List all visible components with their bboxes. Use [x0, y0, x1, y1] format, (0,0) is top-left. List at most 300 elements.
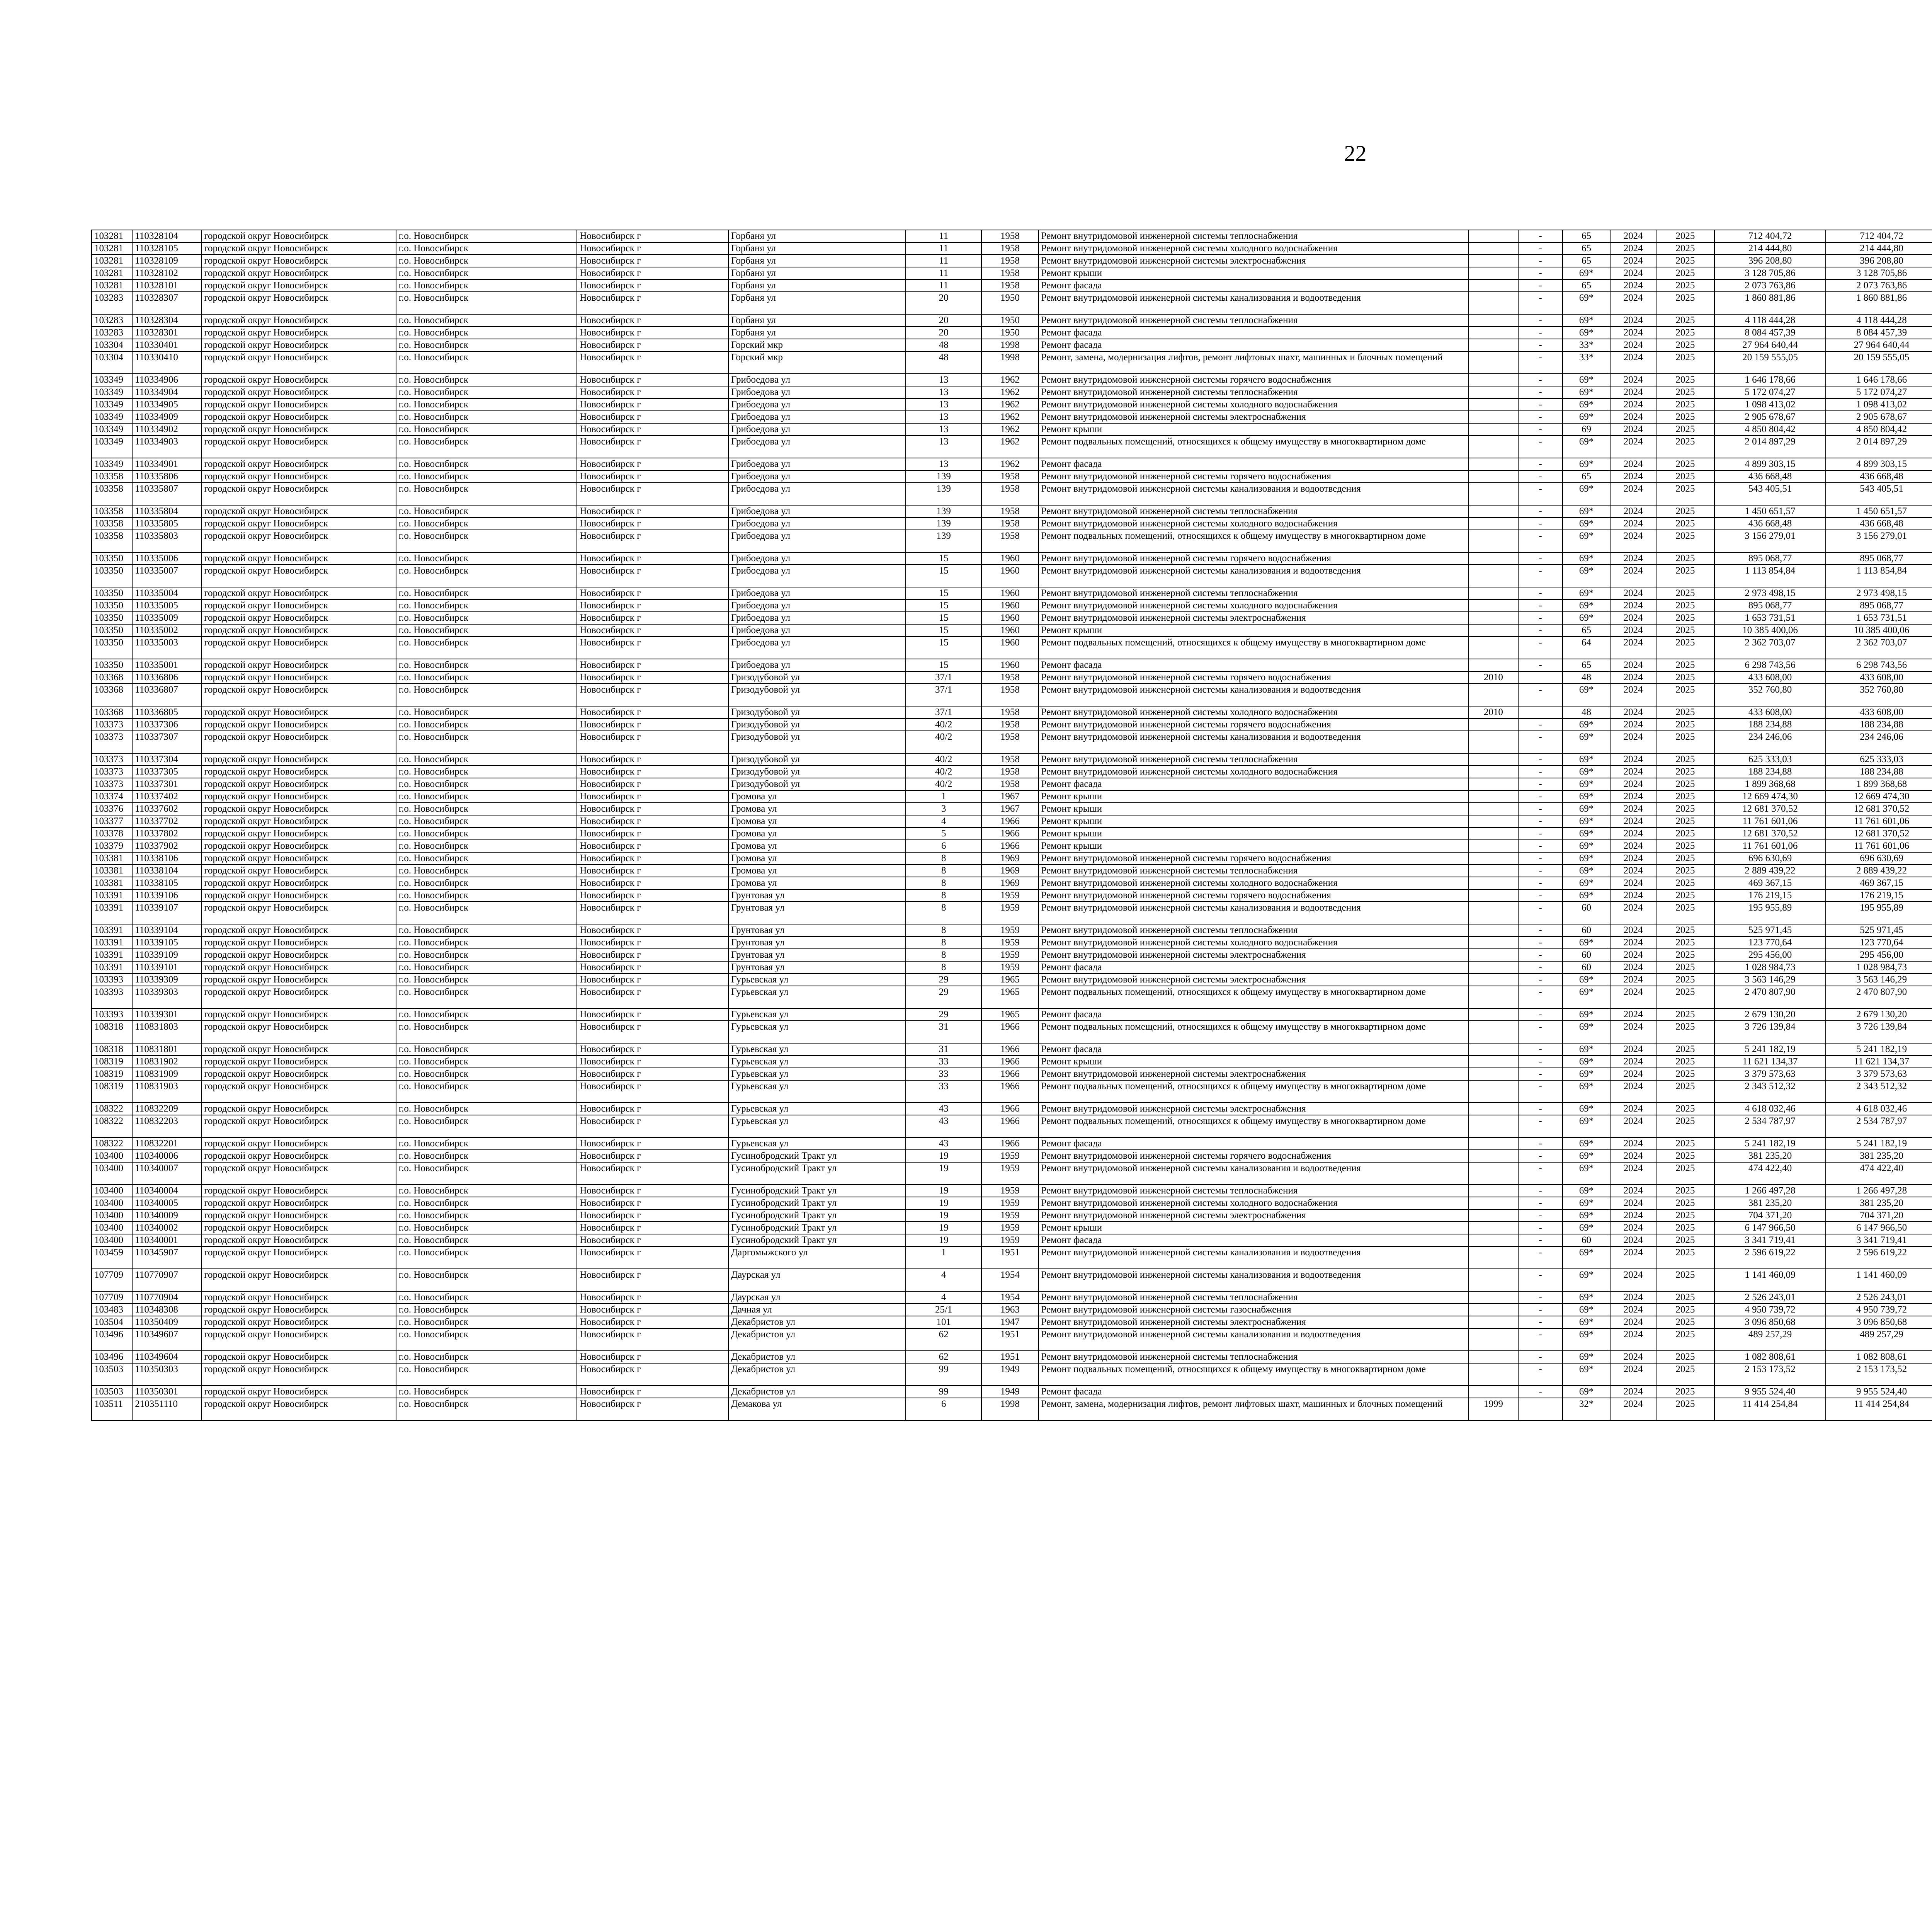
table-row — [92, 458, 1932, 470]
cell-previous-repair-year — [1469, 470, 1518, 483]
cell-city: Новосибирск г — [577, 877, 728, 889]
cell-okrug: городской округ Новосибирск — [201, 778, 396, 790]
cell-house-number: 13 — [906, 398, 981, 411]
cell-build-year: 1965 — [981, 974, 1038, 986]
cell-city: Новосибирск г — [577, 1304, 728, 1316]
cell-work-type: Ремонт внутридомовой инженерной системы теплоснабжения — [1039, 865, 1469, 877]
cell-street: Гризодубовой ул — [728, 684, 906, 706]
cell-start-year: 2024 — [1610, 924, 1656, 936]
cell-work-type: Ремонт подвальных помещений, относящихся к общему имуществу в многоквартирном доме — [1039, 986, 1469, 1008]
cell-work-type: Ремонт внутридомовой инженерной системы электроснабжения — [1039, 1068, 1469, 1080]
cell-total-cost: 11 761 601,06 — [1714, 840, 1826, 852]
cell-work-type: Ремонт крыши — [1039, 803, 1469, 815]
cell-house-id: 103503 — [92, 1386, 132, 1398]
cell-end-year: 2025 — [1656, 753, 1714, 766]
cell-mark: - — [1518, 1291, 1563, 1304]
cell-total-cost: 1 860 881,86 — [1714, 292, 1826, 314]
cell-start-year: 2024 — [1610, 386, 1656, 398]
cell-start-year: 2024 — [1610, 1103, 1656, 1115]
cell-total-cost: 2 343 512,32 — [1714, 1080, 1826, 1103]
cell-start-year: 2024 — [1610, 1056, 1656, 1068]
cell-municipality: г.о. Новосибирск — [396, 1103, 577, 1115]
cell-start-year: 2024 — [1610, 518, 1656, 530]
cell-build-year: 1962 — [981, 436, 1038, 458]
cell-city: Новосибирск г — [577, 1056, 728, 1068]
cell-house-id: 103391 — [92, 902, 132, 924]
cell-fund-cost: 12 681 370,52 — [1826, 827, 1932, 840]
cell-work-code: 110340001 — [132, 1234, 201, 1246]
cell-house-number: 33 — [906, 1080, 981, 1103]
cell-total-cost: 1 266 497,28 — [1714, 1185, 1826, 1197]
cell-work-code: 110337307 — [132, 731, 201, 753]
cell-build-year: 1958 — [981, 470, 1038, 483]
cell-okrug: городской округ Новосибирск — [201, 386, 396, 398]
cell-city: Новосибирск г — [577, 974, 728, 986]
cell-previous-repair-year — [1469, 1209, 1518, 1222]
cell-street: Горбаня ул — [728, 292, 906, 314]
cell-okrug: городской округ Новосибирск — [201, 815, 396, 827]
cell-start-year: 2024 — [1610, 986, 1656, 1008]
cell-build-year: 1962 — [981, 423, 1038, 436]
cell-work-code: 110350303 — [132, 1363, 201, 1386]
cell-municipality: г.о. Новосибирск — [396, 902, 577, 924]
cell-mark: - — [1518, 458, 1563, 470]
cell-house-id: 103368 — [92, 706, 132, 718]
cell-house-number: 11 — [906, 255, 981, 267]
cell-start-year: 2024 — [1610, 1021, 1656, 1043]
cell-house-number: 19 — [906, 1209, 981, 1222]
table-row — [92, 314, 1932, 327]
cell-okrug: городской округ Новосибирск — [201, 1162, 396, 1185]
table-row — [92, 1291, 1932, 1304]
cell-house-number: 4 — [906, 1291, 981, 1304]
cell-end-year: 2025 — [1656, 766, 1714, 778]
cell-total-cost: 1 450 651,57 — [1714, 505, 1826, 518]
cell-wear-percent: 69* — [1563, 1209, 1610, 1222]
cell-municipality: г.о. Новосибирск — [396, 1291, 577, 1304]
cell-previous-repair-year: 1999 — [1469, 1398, 1518, 1420]
cell-end-year: 2025 — [1656, 924, 1714, 936]
cell-city: Новосибирск г — [577, 718, 728, 731]
cell-work-code: 110335003 — [132, 637, 201, 659]
cell-previous-repair-year: 2010 — [1469, 671, 1518, 684]
cell-city: Новосибирск г — [577, 684, 728, 706]
cell-start-year: 2024 — [1610, 974, 1656, 986]
cell-total-cost: 123 770,64 — [1714, 936, 1826, 949]
cell-total-cost: 433 608,00 — [1714, 706, 1826, 718]
table-row — [92, 1162, 1932, 1185]
cell-municipality: г.о. Новосибирск — [396, 1222, 577, 1234]
cell-previous-repair-year — [1469, 1328, 1518, 1351]
cell-mark: - — [1518, 778, 1563, 790]
cell-street: Даргомыжского ул — [728, 1246, 906, 1269]
cell-street: Грибоедова ул — [728, 612, 906, 624]
cell-wear-percent: 69* — [1563, 292, 1610, 314]
cell-wear-percent: 69* — [1563, 731, 1610, 753]
table-row — [92, 986, 1932, 1008]
cell-end-year: 2025 — [1656, 230, 1714, 242]
cell-city: Новосибирск г — [577, 671, 728, 684]
cell-start-year: 2024 — [1610, 423, 1656, 436]
cell-start-year: 2024 — [1610, 436, 1656, 458]
cell-city: Новосибирск г — [577, 587, 728, 599]
cell-municipality: г.о. Новосибирск — [396, 314, 577, 327]
page-number: 22 — [1344, 141, 1367, 166]
cell-municipality: г.о. Новосибирск — [396, 1137, 577, 1150]
cell-total-cost: 1 646 178,66 — [1714, 374, 1826, 386]
cell-fund-cost: 895 068,77 — [1826, 599, 1932, 612]
cell-work-type: Ремонт внутридомовой инженерной системы горячего водоснабжения — [1039, 671, 1469, 684]
cell-wear-percent: 69* — [1563, 840, 1610, 852]
table-row — [92, 924, 1932, 936]
cell-work-type: Ремонт внутридомовой инженерной системы горячего водоснабжения — [1039, 470, 1469, 483]
cell-wear-percent: 69* — [1563, 327, 1610, 339]
cell-okrug: городской округ Новосибирск — [201, 1185, 396, 1197]
cell-end-year: 2025 — [1656, 242, 1714, 255]
cell-mark: - — [1518, 1103, 1563, 1115]
cell-city: Новосибирск г — [577, 505, 728, 518]
cell-okrug: городской округ Новосибирск — [201, 279, 396, 292]
cell-mark: - — [1518, 731, 1563, 753]
table-row — [92, 1246, 1932, 1269]
cell-wear-percent: 60 — [1563, 924, 1610, 936]
cell-municipality: г.о. Новосибирск — [396, 1080, 577, 1103]
cell-start-year: 2024 — [1610, 1115, 1656, 1137]
cell-wear-percent: 69* — [1563, 267, 1610, 279]
cell-street: Демакова ул — [728, 1398, 906, 1420]
cell-wear-percent: 69* — [1563, 518, 1610, 530]
cell-build-year: 1959 — [981, 1162, 1038, 1185]
cell-wear-percent: 69* — [1563, 483, 1610, 505]
cell-wear-percent: 65 — [1563, 242, 1610, 255]
cell-work-code: 110335005 — [132, 599, 201, 612]
cell-previous-repair-year — [1469, 902, 1518, 924]
cell-mark: - — [1518, 1162, 1563, 1185]
cell-build-year: 1966 — [981, 1137, 1038, 1150]
cell-municipality: г.о. Новосибирск — [396, 411, 577, 423]
cell-street: Горбаня ул — [728, 314, 906, 327]
cell-previous-repair-year — [1469, 1246, 1518, 1269]
cell-fund-cost: 176 219,15 — [1826, 889, 1932, 902]
cell-start-year: 2024 — [1610, 483, 1656, 505]
cell-previous-repair-year — [1469, 1234, 1518, 1246]
table-row — [92, 1363, 1932, 1386]
table-row — [92, 840, 1932, 852]
cell-start-year: 2024 — [1610, 1246, 1656, 1269]
cell-wear-percent: 69* — [1563, 766, 1610, 778]
cell-work-type: Ремонт внутридомовой инженерной системы канализования и водоотведения — [1039, 565, 1469, 587]
cell-city: Новосибирск г — [577, 1115, 728, 1137]
cell-mark: - — [1518, 292, 1563, 314]
cell-start-year: 2024 — [1610, 766, 1656, 778]
cell-total-cost: 525 971,45 — [1714, 924, 1826, 936]
cell-house-number: 139 — [906, 530, 981, 552]
cell-wear-percent: 33* — [1563, 339, 1610, 351]
cell-wear-percent: 60 — [1563, 1234, 1610, 1246]
cell-street: Грибоедова ул — [728, 552, 906, 565]
table-row — [92, 612, 1932, 624]
cell-city: Новосибирск г — [577, 889, 728, 902]
cell-wear-percent: 69* — [1563, 386, 1610, 398]
cell-previous-repair-year — [1469, 1222, 1518, 1234]
cell-start-year: 2024 — [1610, 637, 1656, 659]
cell-municipality: г.о. Новосибирск — [396, 599, 577, 612]
cell-total-cost: 352 760,80 — [1714, 684, 1826, 706]
cell-wear-percent: 69* — [1563, 986, 1610, 1008]
cell-house-number: 33 — [906, 1068, 981, 1080]
cell-house-id: 108322 — [92, 1103, 132, 1115]
cell-fund-cost: 3 726 139,84 — [1826, 1021, 1932, 1043]
cell-okrug: городской округ Новосибирск — [201, 637, 396, 659]
cell-build-year: 1969 — [981, 852, 1038, 865]
cell-okrug: городской округ Новосибирск — [201, 505, 396, 518]
cell-wear-percent: 65 — [1563, 279, 1610, 292]
cell-okrug: городской округ Новосибирск — [201, 753, 396, 766]
cell-city: Новосибирск г — [577, 637, 728, 659]
cell-start-year: 2024 — [1610, 327, 1656, 339]
cell-previous-repair-year — [1469, 840, 1518, 852]
cell-work-type: Ремонт внутридомовой инженерной системы канализования и водоотведения — [1039, 1328, 1469, 1351]
cell-wear-percent: 69* — [1563, 718, 1610, 731]
cell-previous-repair-year — [1469, 827, 1518, 840]
cell-total-cost: 2 889 439,22 — [1714, 865, 1826, 877]
cell-previous-repair-year — [1469, 386, 1518, 398]
cell-work-type: Ремонт внутридомовой инженерной системы теплоснабжения — [1039, 230, 1469, 242]
cell-work-type: Ремонт внутридомовой инженерной системы канализования и водоотведения — [1039, 684, 1469, 706]
cell-house-number: 48 — [906, 339, 981, 351]
cell-street: Даурская ул — [728, 1269, 906, 1291]
cell-start-year: 2024 — [1610, 458, 1656, 470]
table-row — [92, 1115, 1932, 1137]
cell-house-id: 108319 — [92, 1068, 132, 1080]
cell-build-year: 1998 — [981, 1398, 1038, 1420]
cell-build-year: 1950 — [981, 292, 1038, 314]
cell-mark: - — [1518, 1386, 1563, 1398]
cell-end-year: 2025 — [1656, 565, 1714, 587]
cell-house-number: 19 — [906, 1222, 981, 1234]
cell-street: Гурьевская ул — [728, 1103, 906, 1115]
cell-work-type: Ремонт внутридомовой инженерной системы канализования и водоотведения — [1039, 1246, 1469, 1269]
cell-build-year: 1958 — [981, 505, 1038, 518]
cell-mark: - — [1518, 230, 1563, 242]
cell-work-code: 110334909 — [132, 411, 201, 423]
cell-okrug: городской округ Новосибирск — [201, 1197, 396, 1209]
cell-municipality: г.о. Новосибирск — [396, 865, 577, 877]
cell-house-id: 103393 — [92, 974, 132, 986]
cell-house-id: 103350 — [92, 624, 132, 637]
cell-city: Новосибирск г — [577, 314, 728, 327]
cell-mark: - — [1518, 314, 1563, 327]
cell-build-year: 1947 — [981, 1316, 1038, 1328]
cell-municipality: г.о. Новосибирск — [396, 242, 577, 255]
cell-municipality: г.о. Новосибирск — [396, 684, 577, 706]
cell-build-year: 1962 — [981, 398, 1038, 411]
cell-work-code: 110334904 — [132, 386, 201, 398]
table-row — [92, 1137, 1932, 1150]
cell-fund-cost: 2 470 807,90 — [1826, 986, 1932, 1008]
cell-house-id: 103400 — [92, 1185, 132, 1197]
cell-work-type: Ремонт крыши — [1039, 267, 1469, 279]
cell-build-year: 1958 — [981, 242, 1038, 255]
cell-mark: - — [1518, 827, 1563, 840]
cell-house-id: 103281 — [92, 279, 132, 292]
cell-mark: - — [1518, 398, 1563, 411]
cell-work-type: Ремонт подвальных помещений, относящихся к общему имуществу в многоквартирном доме — [1039, 1080, 1469, 1103]
cell-fund-cost: 433 608,00 — [1826, 706, 1932, 718]
cell-okrug: городской округ Новосибирск — [201, 1222, 396, 1234]
cell-fund-cost: 489 257,29 — [1826, 1328, 1932, 1351]
cell-fund-cost: 381 235,20 — [1826, 1150, 1932, 1162]
cell-municipality: г.о. Новосибирск — [396, 1021, 577, 1043]
cell-end-year: 2025 — [1656, 1209, 1714, 1222]
cell-total-cost: 2 905 678,67 — [1714, 411, 1826, 423]
cell-city: Новосибирск г — [577, 1398, 728, 1420]
cell-previous-repair-year — [1469, 530, 1518, 552]
cell-house-id: 103459 — [92, 1246, 132, 1269]
table-row — [92, 599, 1932, 612]
cell-end-year: 2025 — [1656, 1103, 1714, 1115]
table-row — [92, 731, 1932, 753]
cell-work-type: Ремонт крыши — [1039, 840, 1469, 852]
cell-work-code: 110335001 — [132, 659, 201, 671]
cell-fund-cost: 234 246,06 — [1826, 731, 1932, 753]
cell-end-year: 2025 — [1656, 1137, 1714, 1150]
cell-city: Новосибирск г — [577, 599, 728, 612]
cell-mark: - — [1518, 1209, 1563, 1222]
cell-okrug: городской округ Новосибирск — [201, 1021, 396, 1043]
cell-house-id: 107709 — [92, 1291, 132, 1304]
cell-wear-percent: 60 — [1563, 961, 1610, 974]
cell-wear-percent: 69* — [1563, 398, 1610, 411]
cell-okrug: городской округ Новосибирск — [201, 1328, 396, 1351]
cell-end-year: 2025 — [1656, 827, 1714, 840]
cell-street: Грунтовая ул — [728, 902, 906, 924]
table-row — [92, 1234, 1932, 1246]
table-row — [92, 374, 1932, 386]
cell-street: Гризодубовой ул — [728, 731, 906, 753]
cell-mark: - — [1518, 986, 1563, 1008]
cell-work-type: Ремонт, замена, модернизация лифтов, ремонт лифтовых шахт, машинных и блочных помещений — [1039, 1398, 1469, 1420]
cell-street: Горбаня ул — [728, 279, 906, 292]
cell-okrug: городской округ Новосибирск — [201, 458, 396, 470]
cell-wear-percent: 69* — [1563, 1269, 1610, 1291]
cell-start-year: 2024 — [1610, 255, 1656, 267]
cell-build-year: 1949 — [981, 1386, 1038, 1398]
table-row — [92, 1185, 1932, 1197]
cell-total-cost: 1 113 854,84 — [1714, 565, 1826, 587]
cell-previous-repair-year — [1469, 659, 1518, 671]
table-row — [92, 470, 1932, 483]
cell-start-year: 2024 — [1610, 902, 1656, 924]
cell-house-number: 11 — [906, 267, 981, 279]
cell-city: Новосибирск г — [577, 1197, 728, 1209]
table-row — [92, 1056, 1932, 1068]
cell-okrug: городской округ Новосибирск — [201, 1150, 396, 1162]
cell-house-number: 139 — [906, 483, 981, 505]
cell-previous-repair-year — [1469, 398, 1518, 411]
cell-previous-repair-year — [1469, 339, 1518, 351]
cell-end-year: 2025 — [1656, 292, 1714, 314]
capital-repair-works-table — [91, 230, 1932, 1421]
cell-fund-cost: 5 172 074,27 — [1826, 386, 1932, 398]
cell-house-number: 40/2 — [906, 766, 981, 778]
cell-total-cost: 543 405,51 — [1714, 483, 1826, 505]
cell-municipality: г.о. Новосибирск — [396, 255, 577, 267]
cell-end-year: 2025 — [1656, 458, 1714, 470]
cell-total-cost: 2 596 619,22 — [1714, 1246, 1826, 1269]
cell-fund-cost: 8 084 457,39 — [1826, 327, 1932, 339]
cell-start-year: 2024 — [1610, 840, 1656, 852]
cell-work-code: 110335804 — [132, 505, 201, 518]
cell-work-type: Ремонт внутридомовой инженерной системы теплоснабжения — [1039, 753, 1469, 766]
cell-municipality: г.о. Новосибирск — [396, 790, 577, 803]
cell-okrug: городской округ Новосибирск — [201, 1351, 396, 1363]
cell-previous-repair-year — [1469, 1291, 1518, 1304]
cell-wear-percent: 69* — [1563, 458, 1610, 470]
cell-wear-percent: 69* — [1563, 1080, 1610, 1103]
cell-work-type: Ремонт крыши — [1039, 624, 1469, 637]
cell-total-cost: 11 621 134,37 — [1714, 1056, 1826, 1068]
cell-house-id: 103381 — [92, 865, 132, 877]
cell-okrug: городской округ Новосибирск — [201, 1080, 396, 1103]
cell-work-type: Ремонт внутридомовой инженерной системы горячего водоснабжения — [1039, 889, 1469, 902]
cell-house-id: 103358 — [92, 470, 132, 483]
cell-work-code: 110335002 — [132, 624, 201, 637]
cell-wear-percent: 65 — [1563, 659, 1610, 671]
cell-total-cost: 176 219,15 — [1714, 889, 1826, 902]
cell-start-year: 2024 — [1610, 530, 1656, 552]
table-row — [92, 230, 1932, 242]
cell-fund-cost: 1 266 497,28 — [1826, 1185, 1932, 1197]
cell-wear-percent: 69* — [1563, 1316, 1610, 1328]
cell-total-cost: 195 955,89 — [1714, 902, 1826, 924]
cell-work-type: Ремонт фасада — [1039, 339, 1469, 351]
cell-work-type: Ремонт внутридомовой инженерной системы теплоснабжения — [1039, 505, 1469, 518]
cell-house-number: 13 — [906, 436, 981, 458]
cell-start-year: 2024 — [1610, 587, 1656, 599]
cell-house-id: 103393 — [92, 1008, 132, 1021]
cell-work-type: Ремонт крыши — [1039, 1056, 1469, 1068]
cell-work-code: 110339101 — [132, 961, 201, 974]
cell-start-year: 2024 — [1610, 827, 1656, 840]
cell-total-cost: 2 526 243,01 — [1714, 1291, 1826, 1304]
cell-street: Гурьевская ул — [728, 1068, 906, 1080]
cell-end-year: 2025 — [1656, 1197, 1714, 1209]
cell-house-number: 25/1 — [906, 1304, 981, 1316]
cell-work-code: 110337402 — [132, 790, 201, 803]
cell-house-id: 103503 — [92, 1363, 132, 1386]
cell-work-code: 110335803 — [132, 530, 201, 552]
cell-build-year: 1998 — [981, 339, 1038, 351]
cell-previous-repair-year — [1469, 1316, 1518, 1328]
cell-house-id: 103349 — [92, 411, 132, 423]
cell-total-cost: 433 608,00 — [1714, 671, 1826, 684]
cell-work-type: Ремонт фасада — [1039, 778, 1469, 790]
cell-municipality: г.о. Новосибирск — [396, 1068, 577, 1080]
cell-build-year: 1962 — [981, 411, 1038, 423]
cell-street: Даурская ул — [728, 1291, 906, 1304]
cell-build-year: 1950 — [981, 327, 1038, 339]
cell-work-code: 110337702 — [132, 815, 201, 827]
cell-work-code: 110832201 — [132, 1137, 201, 1150]
cell-city: Новосибирск г — [577, 1386, 728, 1398]
cell-work-code: 110328102 — [132, 267, 201, 279]
cell-fund-cost: 1 113 854,84 — [1826, 565, 1932, 587]
cell-house-id: 103381 — [92, 852, 132, 865]
cell-okrug: городской округ Новосибирск — [201, 684, 396, 706]
table-row — [92, 505, 1932, 518]
cell-city: Новосибирск г — [577, 386, 728, 398]
